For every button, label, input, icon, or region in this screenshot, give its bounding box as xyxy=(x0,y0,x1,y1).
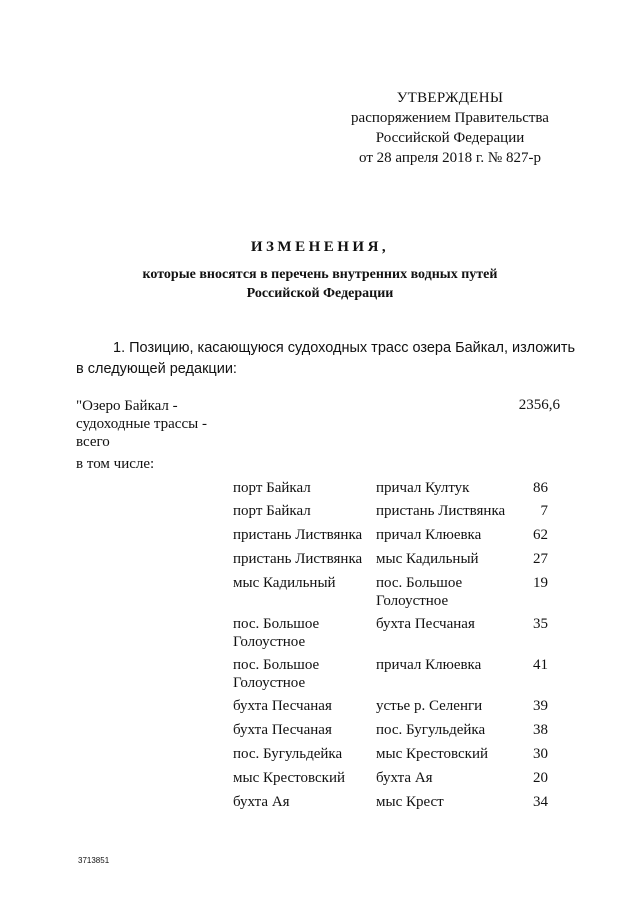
route-km: 86 xyxy=(533,480,548,496)
approval-heading: УТВЕРЖДЕНЫ xyxy=(396,90,504,106)
route-km: 30 xyxy=(533,746,548,762)
route-km: 34 xyxy=(533,794,548,810)
route-km: 38 xyxy=(533,722,548,738)
approval-line-3: от 28 апреля 2018 г. № 827-р xyxy=(359,150,541,166)
route-km: 27 xyxy=(533,551,548,567)
document-number: 3713851 xyxy=(78,856,110,865)
route-km: 7 xyxy=(540,503,548,519)
lake-total-km: 2356,6 xyxy=(518,397,560,413)
route-km: 20 xyxy=(533,770,548,786)
route-from: пристань Листвянка xyxy=(233,527,363,543)
approval-line-1: распоряжением Правительства xyxy=(351,110,549,126)
route-to: мыс Кадильный xyxy=(376,551,479,567)
lake-name-line-3: всего xyxy=(76,434,110,450)
lake-name xyxy=(76,397,236,451)
route-to: бухта Песчаная xyxy=(376,616,475,632)
paragraph-line-2: в следующей редакции: xyxy=(76,361,237,377)
route-km: 39 xyxy=(533,698,548,714)
route-to: бухта Ая xyxy=(376,770,433,786)
route-to: устье р. Селенги xyxy=(376,698,483,714)
route-to: мыс Крестовский xyxy=(376,746,489,762)
route-from: пристань Листвянка xyxy=(233,551,363,567)
route-from: пос. Большое Голоустное xyxy=(233,657,320,691)
route-km: 35 xyxy=(533,616,548,632)
including-label: в том числе: xyxy=(76,456,155,472)
subtitle-line-1: которые вносятся в перечень внутренних водных путей xyxy=(142,267,498,282)
document-subtitle xyxy=(0,265,640,303)
subtitle-line-2: Российской Федерации xyxy=(246,286,394,301)
route-from: мыс Кадильный xyxy=(233,575,336,591)
route-from: порт Байкал xyxy=(233,503,311,519)
route-from: мыс Крестовский xyxy=(233,770,346,786)
route-to: причал Клюевка xyxy=(376,527,482,543)
route-from: порт Байкал xyxy=(233,480,311,496)
route-to: мыс Крест xyxy=(376,794,444,810)
route-from: бухта Ая xyxy=(233,794,290,810)
approval-block xyxy=(330,88,570,168)
route-to: пос. Бугульдейка xyxy=(376,722,486,738)
lake-name-line-1: "Озеро Байкал - xyxy=(76,398,178,414)
route-from: пос. Бугульдейка xyxy=(233,746,343,762)
route-from: пос. Большое Голоустное xyxy=(233,616,320,650)
route-to: причал Култук xyxy=(376,480,470,496)
lake-name-line-2: судоходные трассы - xyxy=(76,416,207,432)
route-to: пос. Большое Голоустное xyxy=(376,575,463,609)
route-to: причал Клюевка xyxy=(376,657,482,673)
route-km: 19 xyxy=(533,575,548,591)
route-from: бухта Песчаная xyxy=(233,698,332,714)
route-km: 62 xyxy=(533,527,548,543)
paragraph-line-1: 1. Позицию, касающуюся судоходных трасс озера Байкал, изложить xyxy=(113,340,576,356)
approval-line-2: Российской Федерации xyxy=(375,130,525,146)
route-km: 41 xyxy=(533,657,548,673)
route-to: пристань Листвянка xyxy=(376,503,506,519)
document-title: ИЗМЕНЕНИЯ, xyxy=(250,239,390,255)
route-from: бухта Песчаная xyxy=(233,722,332,738)
